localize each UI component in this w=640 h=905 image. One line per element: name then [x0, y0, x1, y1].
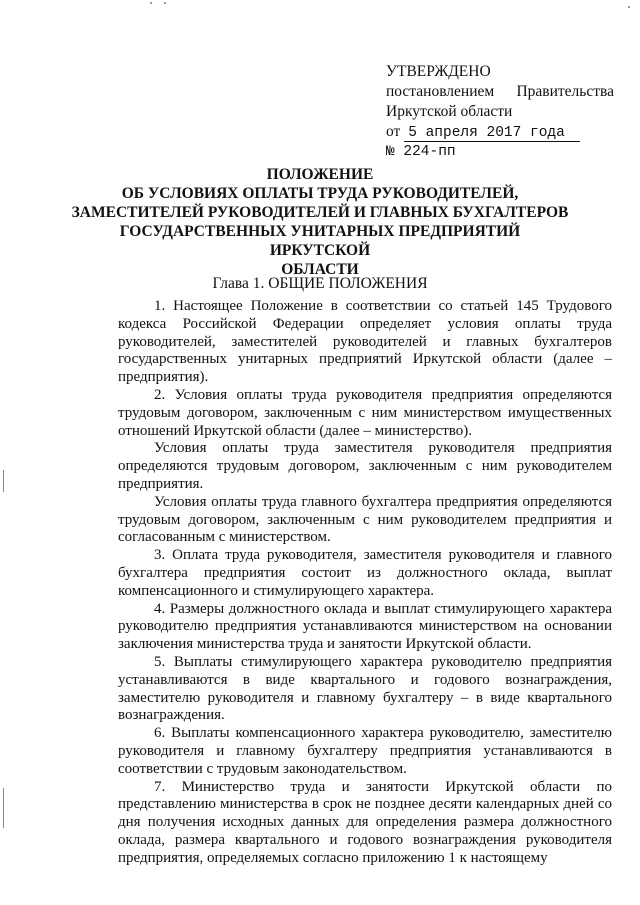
- approval-date-line: [386, 122, 614, 142]
- title-line: ПОЛОЖЕНИЕ: [266, 166, 374, 183]
- paragraph: 3. Оплата труда руководителя, заместителя руководителя и главного бухгалтера предприятия состоит из должностного оклада, выплат компенсационного и стимулирующего характера.: [118, 547, 612, 599]
- approval-date-prefix: от: [386, 123, 401, 140]
- document-body: [118, 298, 612, 868]
- approval-decree-line: постановлением Правительства: [386, 83, 614, 100]
- paragraph: Условия оплаты труда заместителя руководителя предприятия определяются трудовым договором, заключенным с ним руководителем предприятия.: [118, 440, 612, 492]
- scan-speck: [164, 2, 166, 4]
- approval-number: № 224-пп: [386, 144, 456, 160]
- approval-heading: УТВЕРЖДЕНО: [386, 63, 491, 80]
- approval-stamp: [386, 62, 614, 162]
- paragraph: 7. Министерство труда и занятости Иркутской области по представлению министерства в срок не позднее десяти календарных дней со дня получения исходных данных для определения размера должностного оклада, размера квартального и годового вознаграждения руководителя предприятия, определяемых согласно приложению 1 к настоящему: [118, 778, 612, 866]
- paragraph: 1. Настоящее Положение в соответствии со статьей 145 Трудового кодекса Российской Федерации определяет условия оплаты труда руководителей, заместителей руководителей и главных бухгалтеров государственных унитарных предприятий Иркутской области (далее – предприятия).: [118, 298, 612, 386]
- approval-date: 5 апреля 2017 года: [404, 125, 580, 142]
- paragraph: 5. Выплаты стимулирующего характера руководителю предприятия устанавливаются в виде квартального и годового вознаграждения, заместителю руководителя и главному бухгалтеру – в виде квартального вознаграждения.: [118, 653, 612, 724]
- scan-speck: [150, 2, 152, 4]
- title-line: ОБЛАСТИ: [281, 261, 359, 278]
- chapter-heading: Глава 1. ОБЩИЕ ПОЛОЖЕНИЯ: [212, 275, 428, 292]
- paragraph: 6. Выплаты компенсационного характера руководителю, заместителю руководителя и главному бухгалтеру предприятия устанавливаются в соответствии с трудовым законодательством.: [118, 725, 612, 777]
- scan-speck: [628, 6, 630, 8]
- title-line: ГОСУДАРСТВЕННЫХ УНИТАРНЫХ ПРЕДПРИЯТИЙ ИРКУТСКОЙ: [119, 223, 521, 259]
- paragraph: 2. Условия оплаты труда руководителя предприятия определяются трудовым договором, заключенным с ним министерством имущественных отношений Иркутской области (далее – министерство).: [118, 386, 612, 439]
- scan-edge-mark: [3, 470, 4, 492]
- paragraph: Условия оплаты труда главного бухгалтера предприятия определяются трудовым договором, заключенным с ним руководителем предприятия и согласованным с министерством.: [118, 493, 612, 546]
- scan-edge-mark: [3, 788, 4, 828]
- paragraph: 4. Размеры должностного оклада и выплат стимулирующего характера руководителю предприятия устанавливаются министерством на основании заключения министерства труда и занятости Иркутской области.: [118, 600, 612, 653]
- title-line: ЗАМЕСТИТЕЛЕЙ РУКОВОДИТЕЛЕЙ И ГЛАВНЫХ БУХГАЛТЕРОВ: [71, 204, 569, 221]
- approval-region-line: Иркутской области: [386, 103, 513, 120]
- title-line: ОБ УСЛОВИЯХ ОПЛАТЫ ТРУДА РУКОВОДИТЕЛЕЙ,: [121, 185, 519, 202]
- document-title: [70, 165, 570, 279]
